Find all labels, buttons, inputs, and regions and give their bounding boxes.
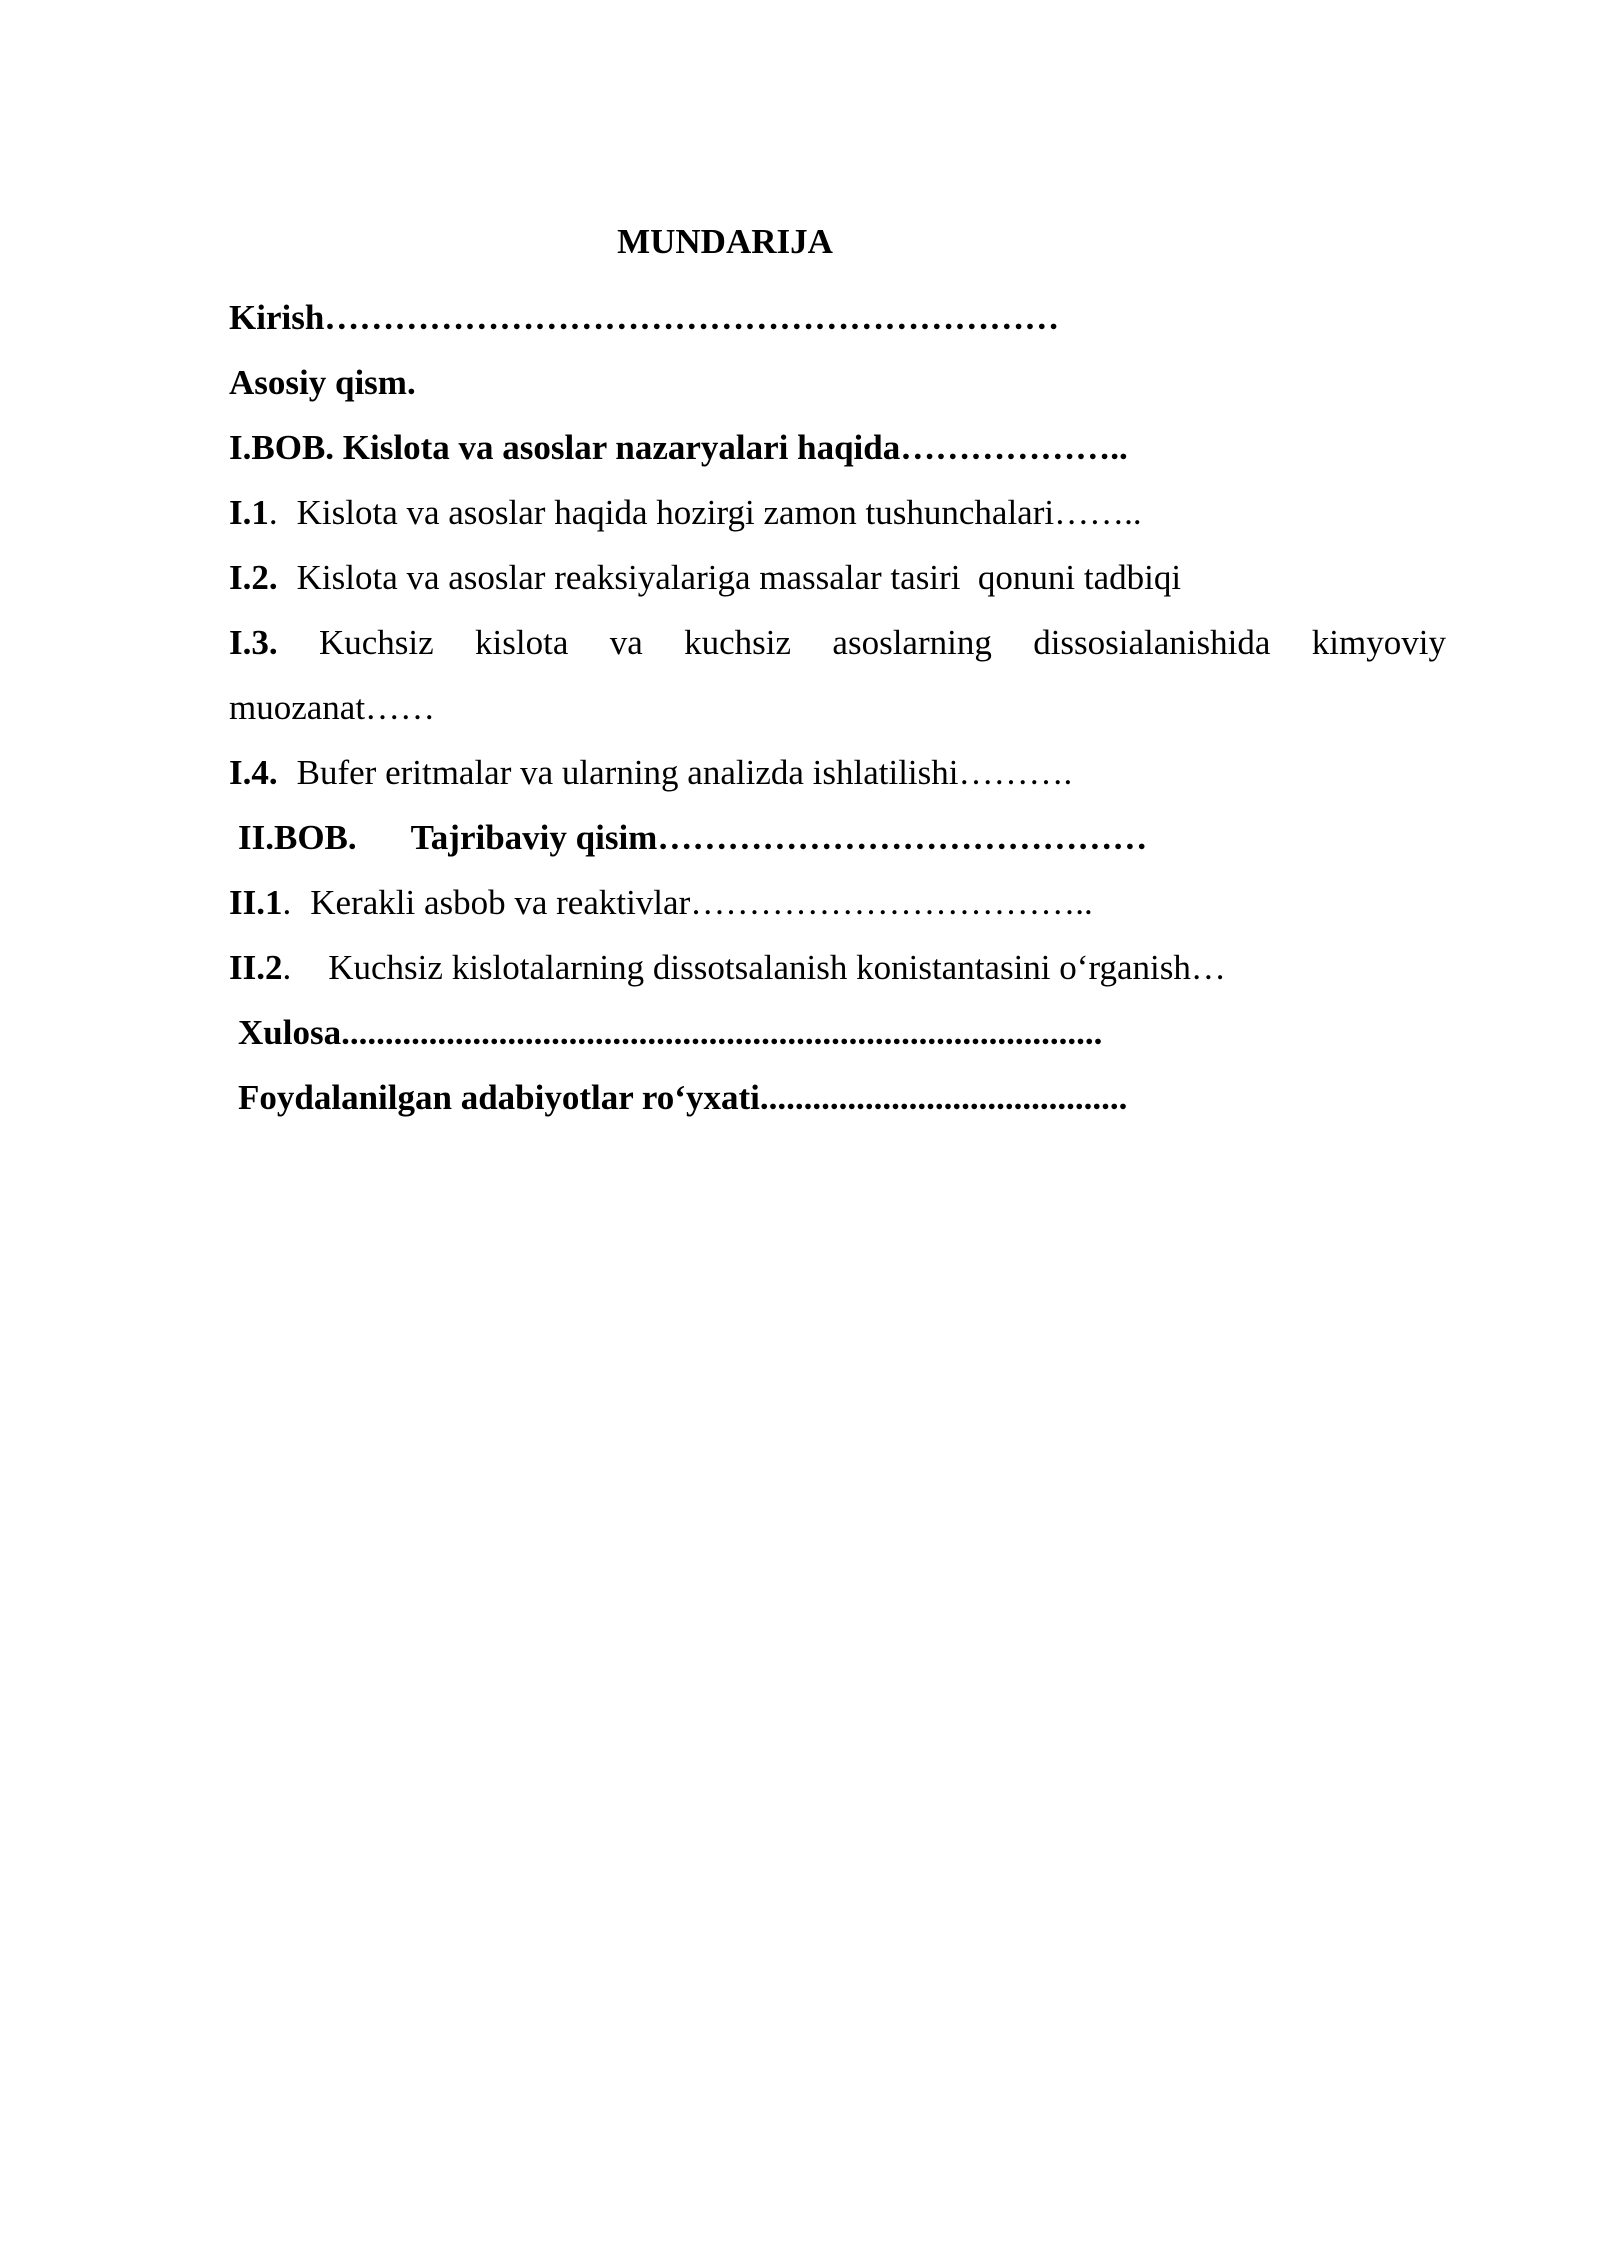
toc-item-section-1-3	[229, 610, 1446, 675]
toc-item-section-1-1	[229, 480, 1449, 545]
chapter-number: II.BOB.	[238, 818, 357, 857]
section-title-word: kimyoviy	[1311, 623, 1446, 662]
toc-item-bob-1: I.BOB. Kislota va asoslar nazaryalari haqida………………..	[229, 428, 1128, 467]
section-number: II.2	[229, 948, 283, 987]
section-number-dot: .	[282, 883, 292, 922]
toc-item-adabiyotlar: Foydalanilgan adabiyotlar ro‘yxati..........................................	[238, 1078, 1128, 1117]
section-title-word: dissosialanishida	[1033, 623, 1271, 662]
toc-item-xulosa: Xulosa.......................................................................................	[238, 1013, 1103, 1052]
toc-item-bob-2	[229, 805, 1449, 870]
section-number: I.1	[229, 493, 269, 532]
table-of-contents	[229, 285, 1449, 1130]
section-number-dot: .	[268, 493, 278, 532]
section-title-word: kislota	[475, 623, 569, 662]
section-title-word: va	[609, 623, 643, 662]
section-title: Kislota va asoslar reaksiyalariga massalar tasiri qonuni tadbiqi	[296, 558, 1182, 597]
chapter-title: Tajribaviy qisim……………………………………	[410, 818, 1148, 857]
section-title-word: kuchsiz	[684, 623, 792, 662]
section-number-dot: .	[282, 948, 292, 987]
section-number: I.2.	[229, 558, 278, 597]
section-number: II.1	[229, 883, 283, 922]
section-title: Bufer eritmalar va ularning analizda ishlatilishi……….	[296, 753, 1073, 792]
toc-item-section-1-3-continuation: muozanat……	[229, 688, 436, 727]
section-title-word: asoslarning	[832, 623, 992, 662]
section-title: Kislota va asoslar haqida hozirgi zamon tushunchalari……..	[296, 493, 1142, 532]
page-title: MUNDARIJA	[617, 222, 833, 261]
toc-item-section-2-1	[229, 870, 1449, 935]
section-title: Kerakli asbob va reaktivlar……………………………..	[310, 883, 1093, 922]
section-number: I.4.	[229, 753, 278, 792]
toc-item-kirish: Kirish………………………………………………………	[229, 298, 1060, 337]
section-title: Kuchsiz kislotalarning dissotsalanish konistantasini o‘rganish…	[328, 948, 1226, 987]
toc-item-section-2-2	[229, 935, 1449, 1000]
toc-item-section-1-2	[229, 545, 1449, 610]
toc-item-section-1-4	[229, 740, 1449, 805]
section-number: I.3.	[229, 623, 278, 662]
toc-item-asosiy-qism: Asosiy qism.	[229, 363, 416, 402]
section-title-word: Kuchsiz	[318, 623, 434, 662]
